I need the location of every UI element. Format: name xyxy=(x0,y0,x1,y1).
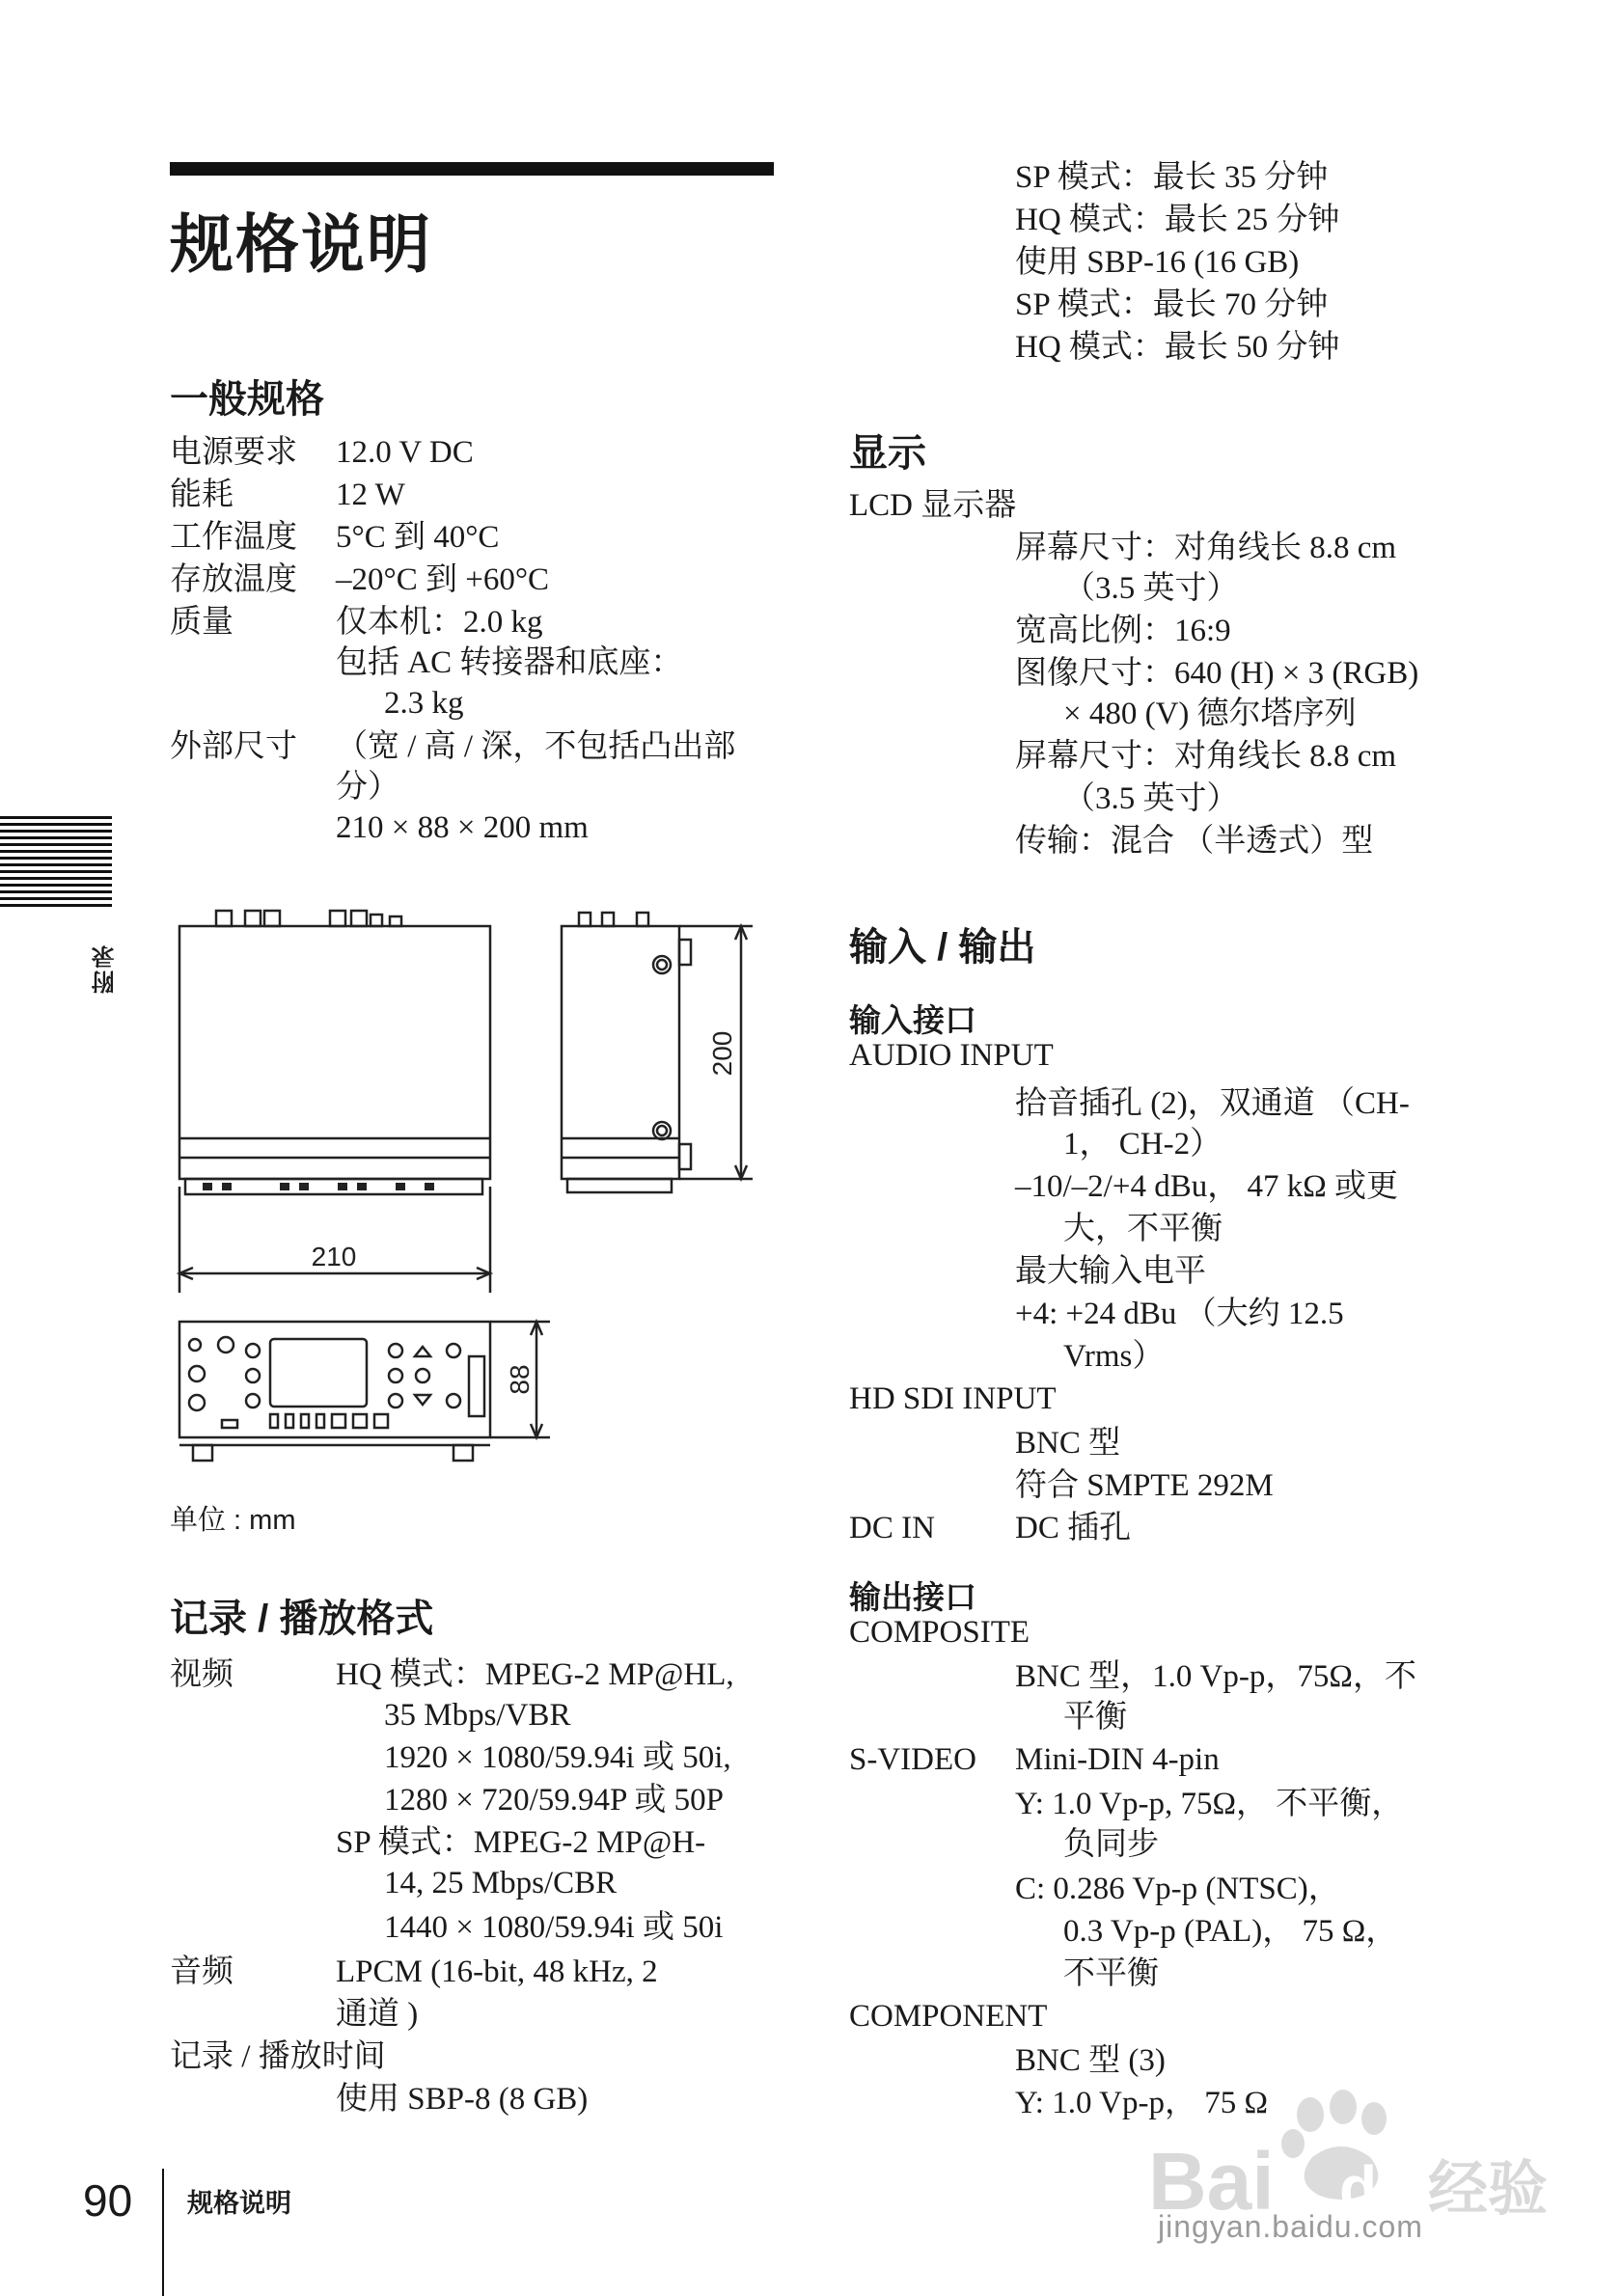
composite-label: COMPOSITE xyxy=(849,1615,1030,1650)
storage-temp-label: 存放温度 xyxy=(170,562,297,597)
audio-input-line: 大，不平衡 xyxy=(1063,1212,1223,1246)
footer-title: 规格说明 xyxy=(187,2189,291,2218)
dcin-value: DC 插孔 xyxy=(1015,1511,1132,1545)
record-time-label: 记录 / 播放时间 xyxy=(170,2039,386,2074)
record-time-line: SP 模式：最长 70 分钟 xyxy=(1015,287,1329,322)
component-line: BNC 型 (3) xyxy=(1015,2043,1166,2078)
mass-value: 仅本机：2.0 kg xyxy=(336,605,543,640)
video-line: 1920 × 1080/59.94i 或 50i, xyxy=(384,1740,731,1775)
input-heading: 输入接口 xyxy=(849,1002,976,1038)
audio-input-line: –10/–2/+4 dBu， 47 kΩ 或更 xyxy=(1015,1169,1398,1204)
side-view-body xyxy=(562,926,679,1179)
page-number: 90 xyxy=(83,2175,133,2226)
audio-input-line: +4: +24 dBu （大约 12.5 xyxy=(1015,1297,1344,1331)
hdsdi-label: HD SDI INPUT xyxy=(849,1381,1057,1416)
dcin-label: DC IN xyxy=(849,1511,935,1545)
side-index-label: 附录 xyxy=(93,943,119,994)
audio-input-line: 最大输入电平 xyxy=(1015,1254,1206,1289)
record-time-line: HQ 模式：最长 25 分钟 xyxy=(1015,203,1340,237)
video-line: HQ 模式：MPEG-2 MP@HL, xyxy=(336,1657,734,1692)
dimensions-note-2: 分） xyxy=(336,770,399,805)
height-dimension-label: 88 xyxy=(505,1364,535,1395)
video-line: SP 模式：MPEG-2 MP@H- xyxy=(336,1825,706,1860)
video-line: 14, 25 Mbps/CBR xyxy=(384,1866,618,1900)
record-time-line: HQ 模式：最长 50 分钟 xyxy=(1015,330,1340,365)
dimensions-value: 210 × 88 × 200 mm xyxy=(336,810,589,845)
video-label: 视频 xyxy=(170,1657,234,1692)
top-view-body xyxy=(179,926,490,1179)
audio-input-line: 1， CH-2） xyxy=(1063,1127,1223,1162)
composite-line: BNC 型，1.0 Vp-p，75Ω，不 xyxy=(1015,1659,1416,1694)
watermark-cn: 经验 xyxy=(1428,2153,1549,2224)
hdsdi-line: 符合 SMPTE 292M xyxy=(1015,1468,1274,1503)
svideo-line: 0.3 Vp-p (PAL)， 75 Ω， xyxy=(1063,1914,1398,1949)
consumption-value: 12 W xyxy=(336,478,405,512)
component-line: Y: 1.0 Vp-p， 75 Ω xyxy=(1015,2086,1268,2120)
dimensions-label: 外部尺寸 xyxy=(170,729,297,764)
output-heading: 输出接口 xyxy=(849,1579,976,1615)
op-temp-value: 5°C 到 40°C xyxy=(336,520,500,555)
display-line: 图像尺寸：640 (H) × 3 (RGB) xyxy=(1015,656,1419,691)
io-heading: 输入 / 输出 xyxy=(849,926,1036,969)
title-rule xyxy=(170,162,774,176)
mass-extra-line: 包括 AC 转接器和底座： xyxy=(336,645,683,680)
record-time-line: 使用 SBP-8 (8 GB) xyxy=(336,2082,589,2117)
watermark-brand-2: du xyxy=(1339,2153,1415,2223)
dimension-diagram xyxy=(164,897,569,1466)
consumption-label: 能耗 xyxy=(170,478,234,512)
display-line: × 480 (V) 德尔塔序列 xyxy=(1063,697,1357,731)
audio-input-line: 拾音插孔 (2)，双通道 （CH- xyxy=(1015,1086,1410,1121)
unit-note: 单位 : mm xyxy=(170,1505,296,1536)
svideo-line: Y: 1.0 Vp-p, 75Ω， 不平衡， xyxy=(1015,1787,1404,1821)
display-line: 屏幕尺寸：对角线长 8.8 cm xyxy=(1015,739,1397,774)
svideo-label: S-VIDEO xyxy=(849,1742,976,1777)
audio-label: 音频 xyxy=(170,1954,234,1989)
audio-line: 通道 ) xyxy=(336,1997,419,2032)
display-heading: 显示 xyxy=(849,432,926,475)
footer-rule xyxy=(162,2169,164,2296)
power-value: 12.0 V DC xyxy=(336,435,474,470)
video-line: 35 Mbps/VBR xyxy=(384,1698,571,1733)
display-line: 传输：混合 （半透式）型 xyxy=(1015,824,1374,859)
display-line: （3.5 英寸） xyxy=(1063,571,1239,606)
svideo-line: Mini-DIN 4-pin xyxy=(1015,1742,1220,1777)
svideo-line: 不平衡 xyxy=(1063,1956,1159,1991)
watermark-brand: Bai xyxy=(1148,2136,1275,2227)
page-title: 规格说明 xyxy=(170,208,432,280)
front-lcd-screen xyxy=(270,1339,367,1407)
video-line: 1280 × 720/59.94P 或 50P xyxy=(384,1783,725,1818)
record-time-line: 使用 SBP-16 (16 GB) xyxy=(1015,245,1300,280)
audio-input-line: Vrms） xyxy=(1063,1339,1165,1374)
storage-temp-value: –20°C 到 +60°C xyxy=(336,562,550,597)
display-line: （3.5 英寸） xyxy=(1063,781,1239,816)
audio-input-label: AUDIO INPUT xyxy=(849,1038,1054,1073)
display-line: 宽高比例：16:9 xyxy=(1015,614,1231,648)
component-label: COMPONENT xyxy=(849,1999,1048,2034)
display-line: 屏幕尺寸：对角线长 8.8 cm xyxy=(1015,531,1397,565)
dimensions-note-1: （宽 / 高 / 深，不包括凸出部 xyxy=(336,729,736,764)
side-view-diagram xyxy=(550,897,782,1235)
record-time-line: SP 模式：最长 35 分钟 xyxy=(1015,160,1329,195)
watermark-site: jingyan.baidu.com xyxy=(1158,2209,1423,2244)
side-index-stripes xyxy=(0,816,112,913)
power-label: 电源要求 xyxy=(170,435,297,470)
general-specs-heading: 一般规格 xyxy=(170,378,324,421)
composite-line: 平衡 xyxy=(1063,1700,1127,1735)
lcd-label: LCD 显示器 xyxy=(849,488,1017,523)
svideo-line: C: 0.286 Vp-p (NTSC)， xyxy=(1015,1872,1340,1906)
width-dimension-label: 210 xyxy=(311,1242,357,1271)
svideo-line: 负同步 xyxy=(1063,1827,1159,1862)
depth-dimension-label: 200 xyxy=(707,1030,737,1077)
mass-label: 质量 xyxy=(170,605,234,640)
audio-line: LPCM (16-bit, 48 kHz, 2 xyxy=(336,1954,658,1989)
video-line: 1440 × 1080/59.94i 或 50i xyxy=(384,1910,724,1945)
format-heading: 记录 / 播放格式 xyxy=(170,1598,434,1640)
mass-extra-value: 2.3 kg xyxy=(384,686,464,721)
hdsdi-line: BNC 型 xyxy=(1015,1426,1121,1461)
op-temp-label: 工作温度 xyxy=(170,520,297,555)
